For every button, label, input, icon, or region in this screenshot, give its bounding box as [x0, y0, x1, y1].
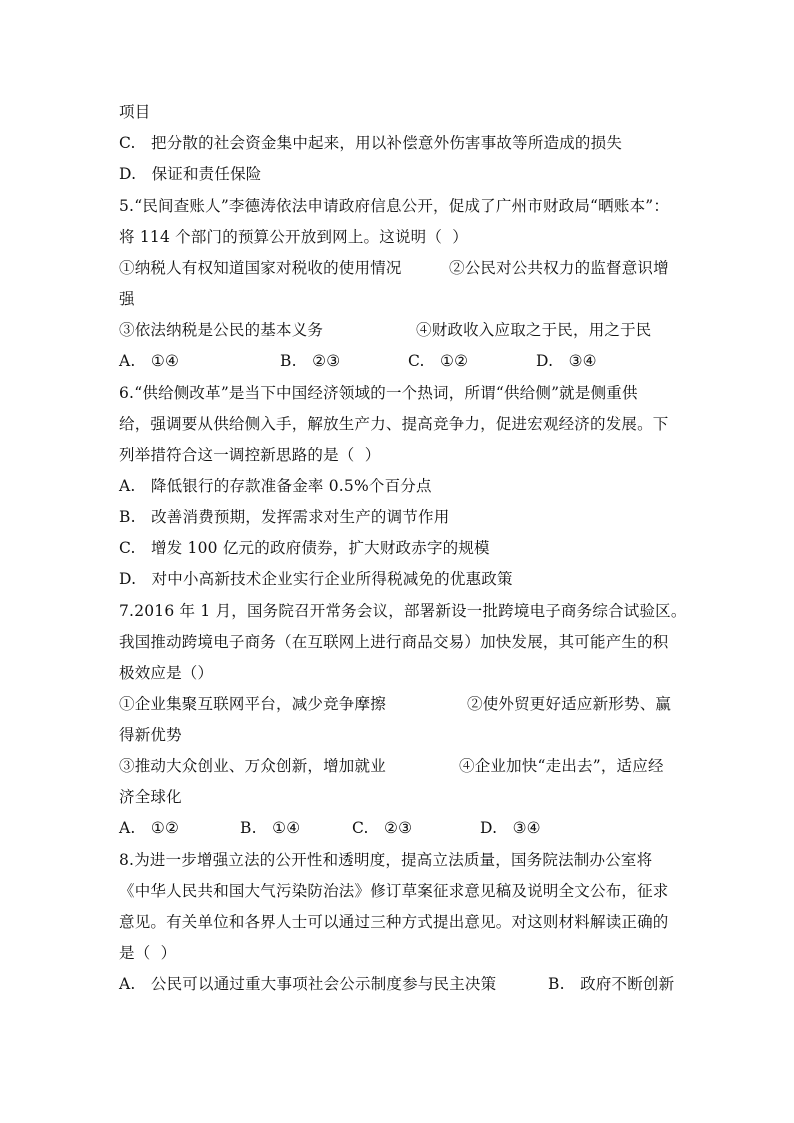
statement-2-cont: 强	[119, 290, 135, 308]
choice-a: A. ①④	[119, 352, 180, 370]
statement-2: ②公民对公共权力的监督意识增	[449, 259, 669, 277]
question-6-line-3: 列举措符合这一调控新思路的是（ ）	[119, 446, 381, 464]
question-8-line-4: 是（ ）	[119, 944, 177, 962]
choice-d: D. ③④	[480, 819, 541, 837]
option-d: D. 对中小高新技术企业实行企业所得税减免的优惠政策	[119, 570, 513, 588]
option-a: A. 公民可以通过重大事项社会公示制度参与民主决策	[119, 975, 497, 993]
option-a: A. 降低银行的存款准备金率 0.5%个百分点	[119, 477, 432, 495]
question-5-line-1: 5.“民间查账人”李德涛依法申请政府信息公开，促成了广州市财政局“晒账本”：	[119, 197, 670, 215]
choice-c: C. ②③	[352, 819, 413, 837]
question-7-line-3: 极效应是（）	[119, 664, 214, 682]
statement-1: ①纳税人有权知道国家对税收的使用情况	[119, 259, 402, 277]
statement-1: ①企业集聚互联网平台，减少竞争摩擦	[119, 695, 386, 713]
choice-d: D. ③④	[536, 352, 597, 370]
choice-b: B. ①④	[240, 819, 301, 837]
question-7-line-2: 我国推动跨境电子商务（在互联网上进行商品交易）加快发展，其可能产生的积	[119, 633, 669, 651]
option-b: B. 政府不断创新	[548, 975, 675, 993]
question-8-line-1: 8.为进一步增强立法的公开性和透明度，提高立法质量，国务院法制办公室将	[119, 851, 653, 869]
statement-3: ③依法纳税是公民的基本义务	[119, 321, 324, 339]
option-b: B. 改善消费预期，发挥需求对生产的调节作用	[119, 508, 450, 526]
text-line: 项目	[119, 103, 151, 121]
question-6-line-2: 给，强调要从供给侧入手，解放生产力、提高竞争力，促进宏观经济的发展。下	[119, 415, 669, 433]
statement-4: ④企业加快“走出去”，适应经	[459, 757, 664, 775]
statement-2-cont: 得新优势	[119, 726, 182, 744]
statement-4: ④财政收入应取之于民，用之于民	[416, 321, 652, 339]
option-d: D. 保证和责任保险	[119, 165, 262, 183]
choice-c: C. ①②	[408, 352, 469, 370]
question-5-line-2: 将 114 个部门的预算公开放到网上。这说明（ ）	[119, 228, 468, 246]
option-c: C. 把分散的社会资金集中起来，用以补偿意外伤害事故等所造成的损失	[119, 134, 623, 152]
choice-a: A. ①②	[119, 819, 180, 837]
choice-b: B. ②③	[280, 352, 341, 370]
question-7-line-1: 7.2016 年 1 月，国务院召开常务会议，部署新设一批跨境电子商务综合试验区。	[119, 602, 687, 620]
question-8-line-3: 意见。有关单位和各界人士可以通过三种方式提出意见。对这则材料解读正确的	[119, 913, 669, 931]
question-6-line-1: 6.“供给侧改革”是当下中国经济领域的一个热词，所谓“供给侧”就是侧重供	[119, 384, 638, 402]
statement-3: ③推动大众创业、万众创新，增加就业	[119, 757, 386, 775]
option-c: C. 增发 100 亿元的政府债券，扩大财政赤字的规模	[119, 539, 490, 557]
statement-4-cont: 济全球化	[119, 788, 182, 806]
question-8-line-2: 《中华人民共和国大气污染防治法》修订草案征求意见稿及说明全文公布，征求	[119, 882, 669, 900]
statement-2: ②使外贸更好适应新形势、赢	[467, 695, 672, 713]
